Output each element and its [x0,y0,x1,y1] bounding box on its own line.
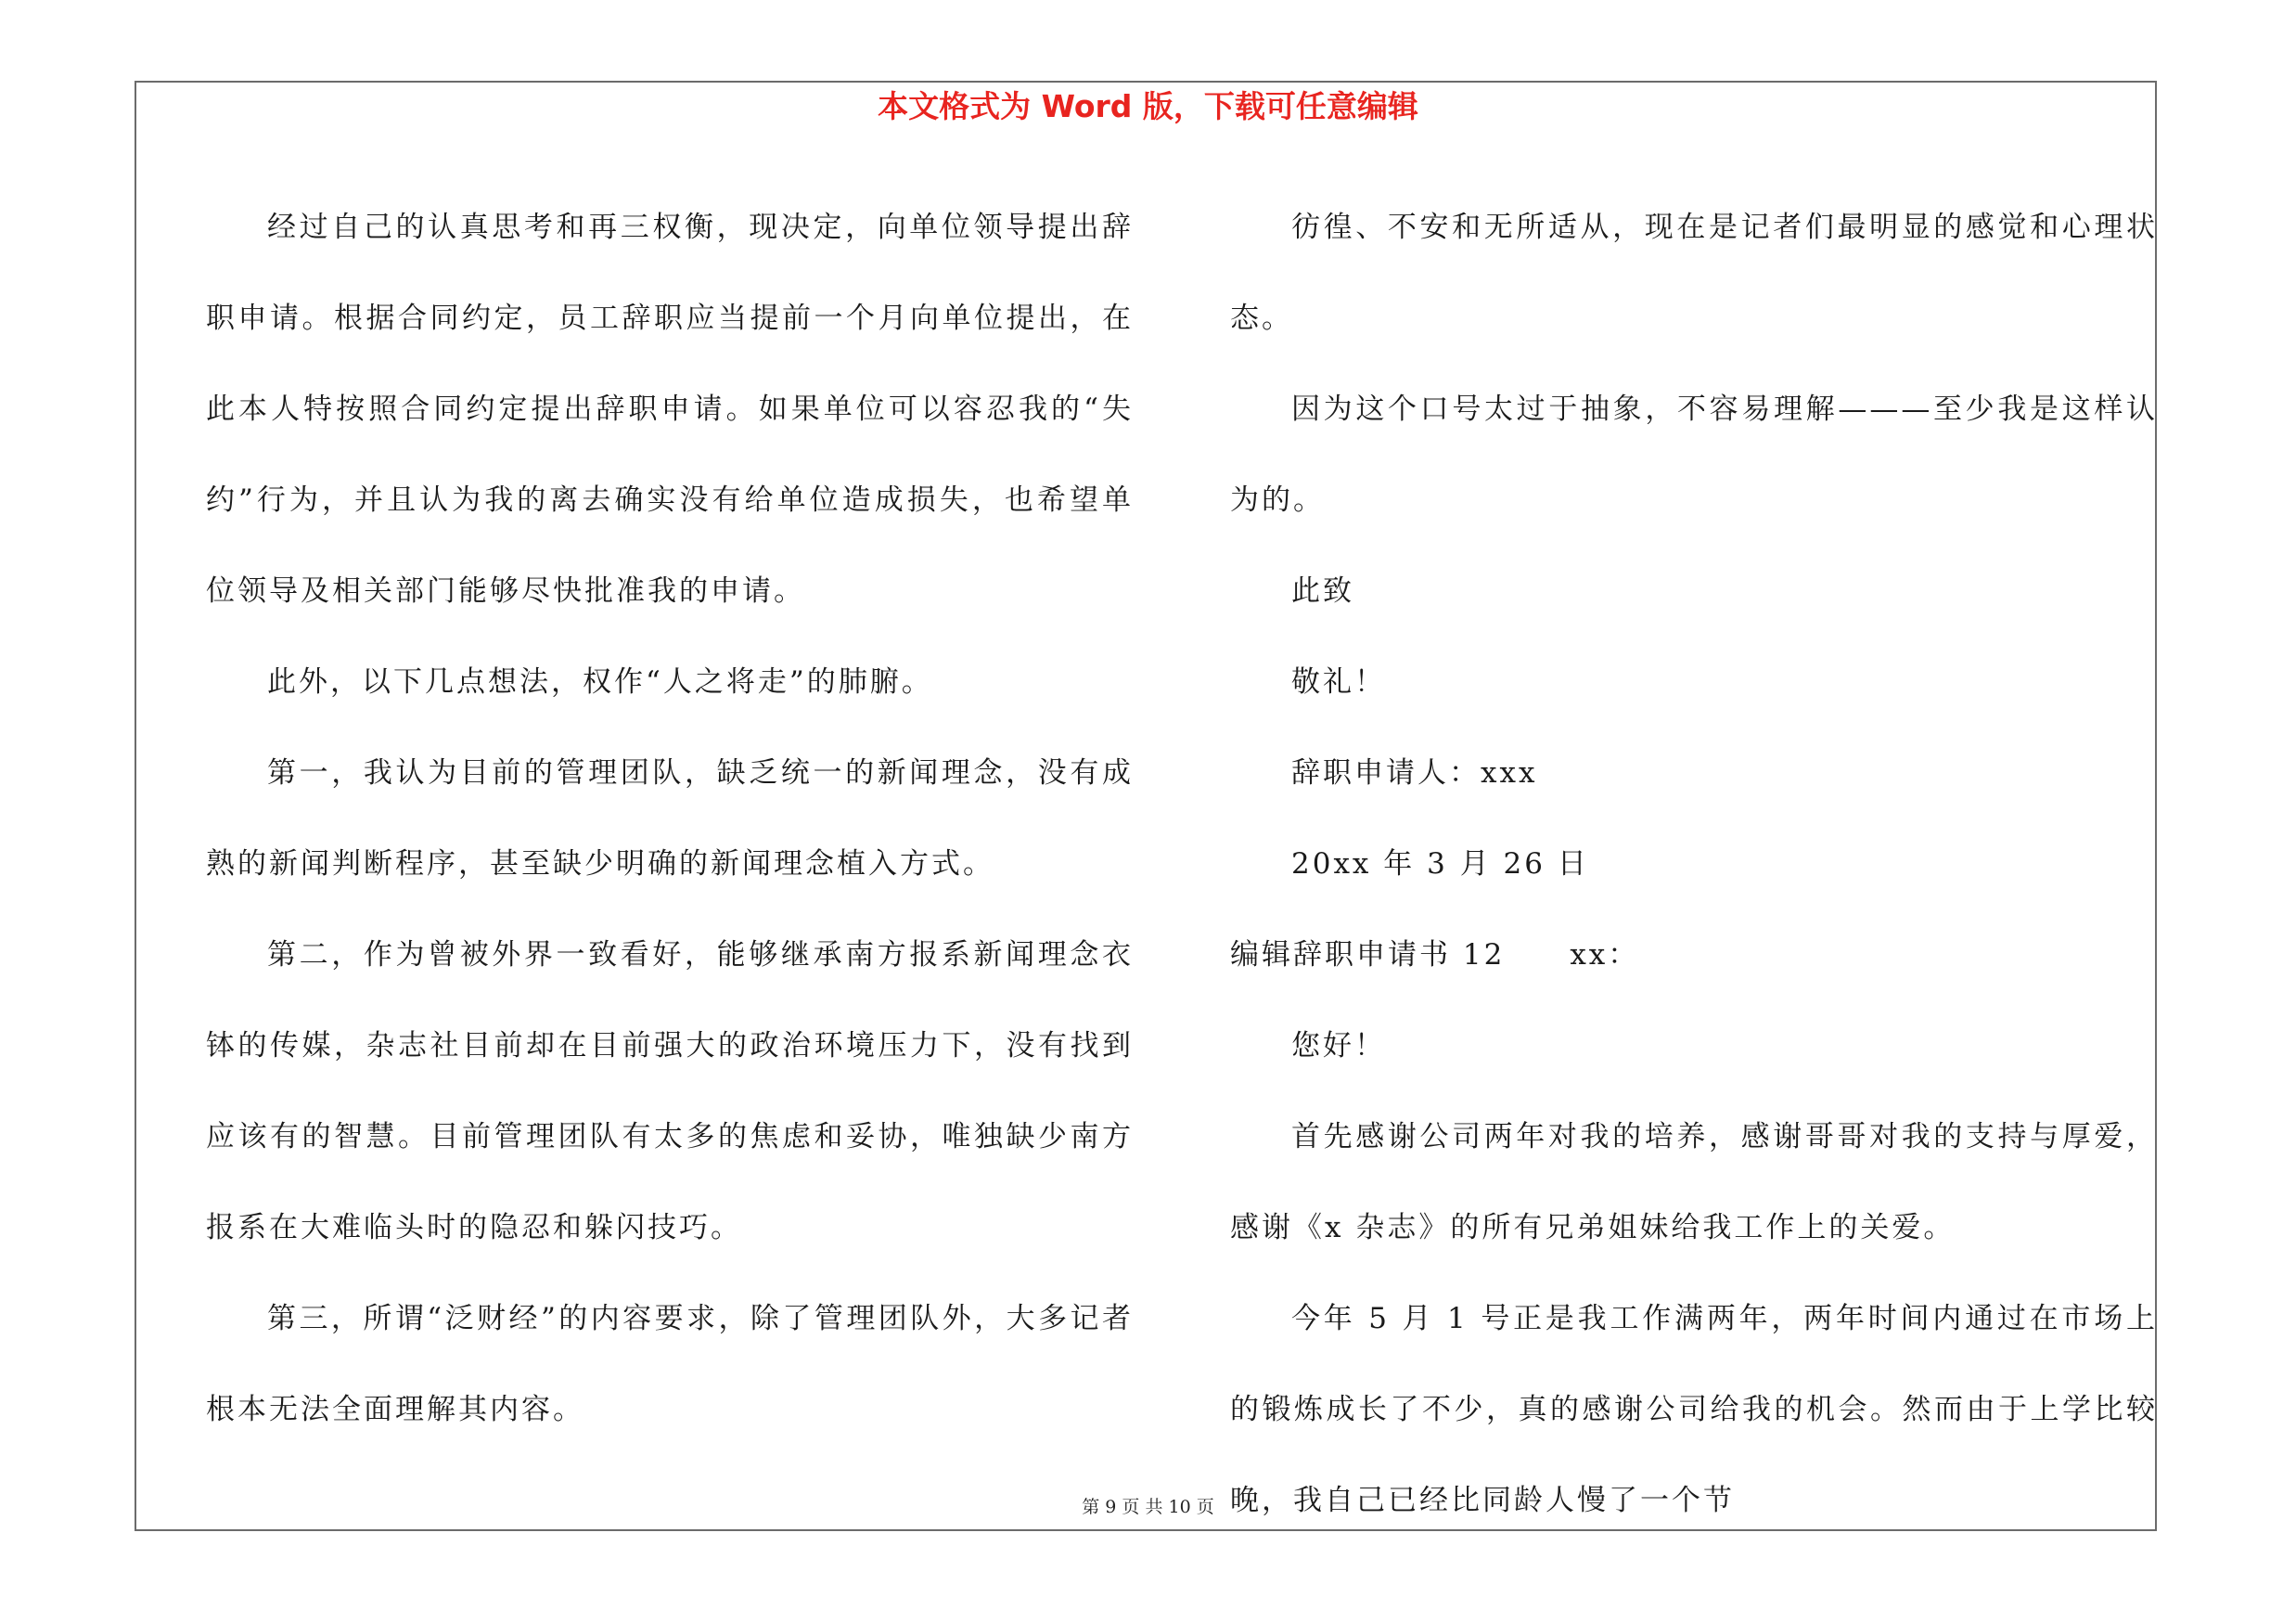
paragraph-thanks: 首先感谢公司两年对我的培养，感谢哥哥对我的支持与厚爱，感谢《x 杂志》的所有兄弟姐妹给我工作上的关爱。 [1230,1120,2158,1244]
closing-salute: 敬礼！ [1291,665,1386,699]
left-column [206,182,1134,1455]
salutation: xx： [1570,938,1640,972]
paragraph-point-one: 第一，我认为目前的管理团队，缺乏统一的新闻理念，没有成熟的新闻判断程序，甚至缺少明确的新闻理念植入方式。 [206,756,1134,881]
paragraph-thoughts-intro: 此外，以下几点想法，权作“人之将走”的肺腑。 [267,665,933,699]
closing-greeting: 此致 [1291,574,1354,608]
format-banner: 本文格式为 Word 版，下载可任意编辑 [878,88,1418,124]
paragraph-resignation-request: 经过自己的认真思考和再三权衡，现决定，向单位领导提出辞职申请。根据合同约定，员工辞职应当提前一个月向单位提出，在此本人特按照合同约定提出辞职申请。如果单位可以容忍我的“失约”行为，并且认为我的离去确实没有给单位造成损失，也希望单位领导及相关部门能够尽快批准我的申请。 [206,211,1134,608]
paragraph-point-two: 第二，作为曾被外界一致看好，能够继承南方报系新闻理念衣钵的传媒，杂志社目前却在目前强大的政治环境压力下，没有找到应该有的智慧。目前管理团队有太多的焦虑和妥协，唯独缺少南方报系在大难临头时的隐忍和躲闪技巧。 [206,938,1134,1244]
date-line: 20xx 年 3 月 26 日 [1291,847,1589,881]
page-number-footer: 第 9 页 共 10 页 [1082,1497,1214,1517]
paragraph-slogan: 因为这个口号太过于抽象，不容易理解———至少我是这样认为的。 [1230,393,2158,517]
paragraph-state-of-mind: 彷徨、不安和无所适从，现在是记者们最明显的感觉和心理状态。 [1230,211,2158,335]
right-column [1230,182,2158,1546]
section-title: 编辑辞职申请书 12 [1230,938,1506,972]
signature-line: 辞职申请人：xxx [1291,756,1538,790]
paragraph-point-three: 第三，所谓“泛财经”的内容要求，除了管理团队外，大多记者根本无法全面理解其内容。 [206,1302,1134,1426]
section-heading [1230,909,2158,1000]
paragraph-work-anniversary: 今年 5 月 1 号正是我工作满两年，两年时间内通过在市场上的锻炼成长了不少，真的感谢公司给我的机会。然而由于上学比较晚，我自己已经比同龄人慢了一个节 [1230,1302,2158,1517]
greeting-line: 您好！ [1291,1029,1386,1063]
